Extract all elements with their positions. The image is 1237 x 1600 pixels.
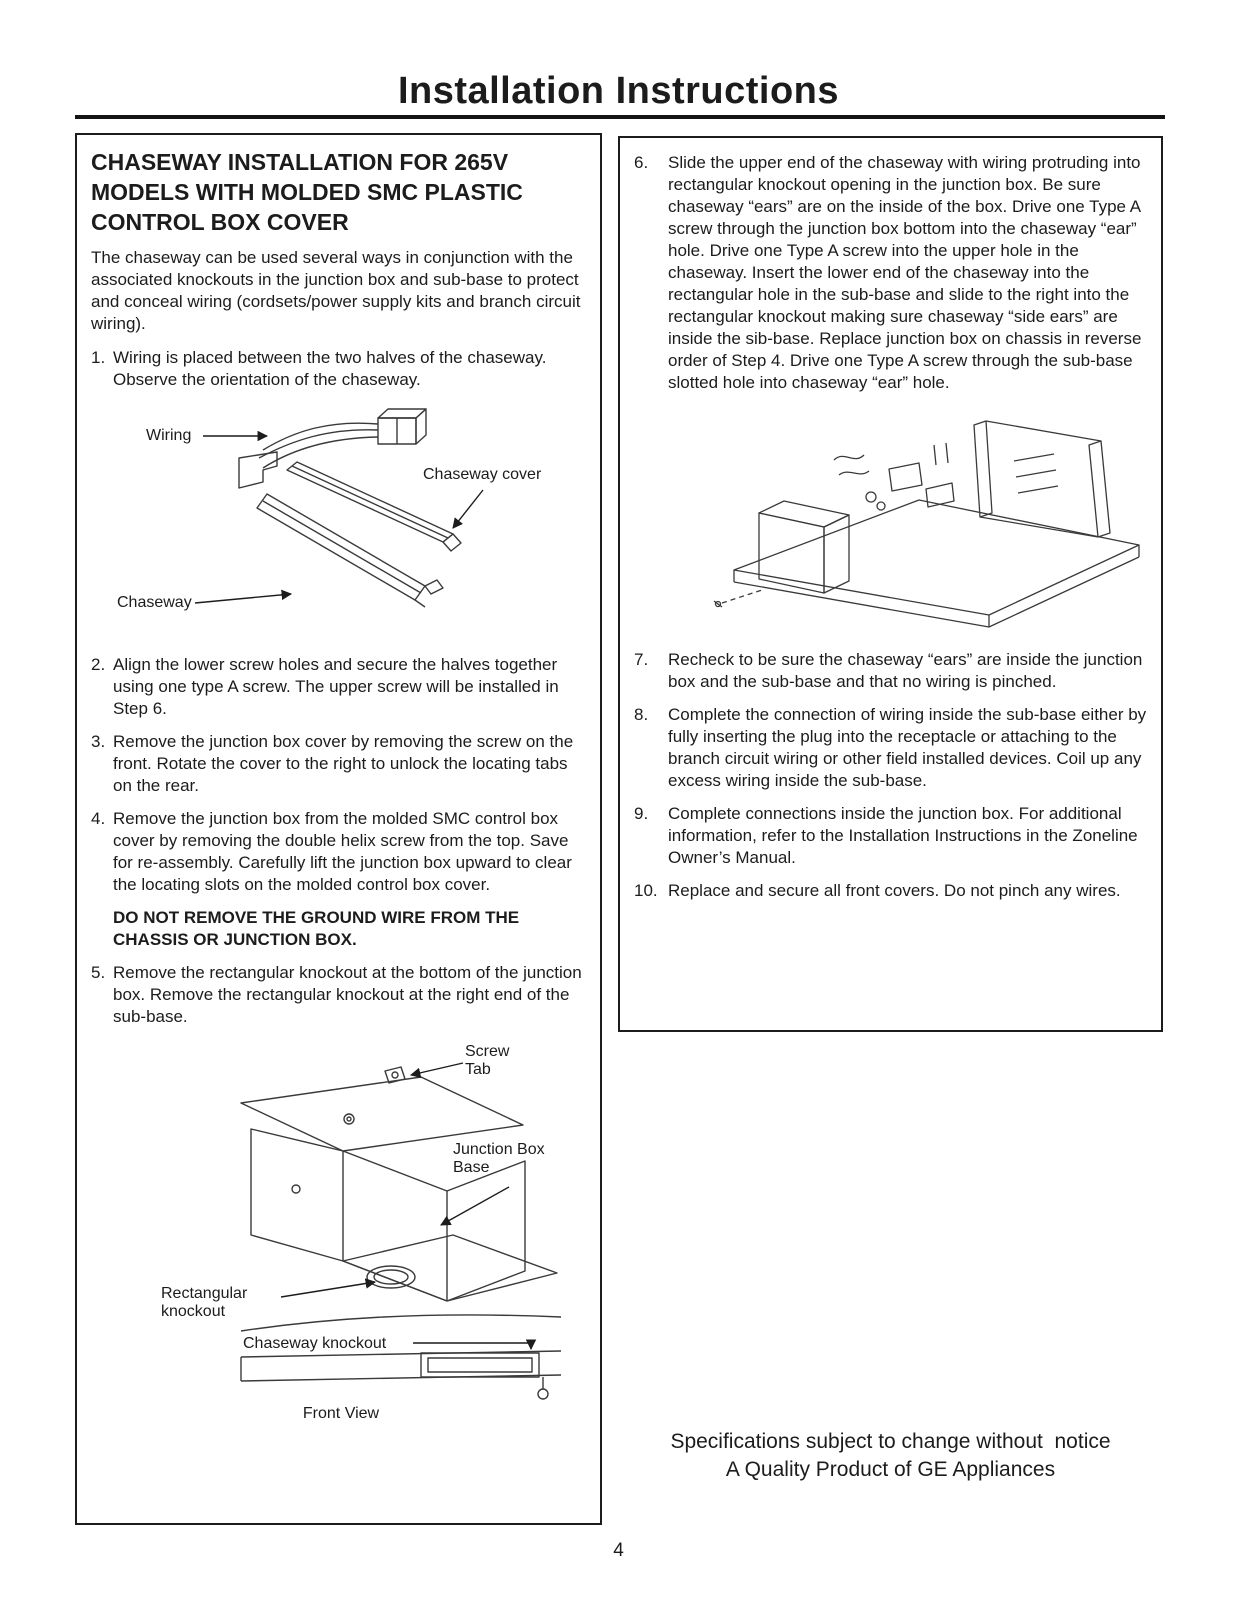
step-number: 9. xyxy=(634,804,649,823)
step-number: 10. xyxy=(634,881,658,900)
figure-chassis xyxy=(634,405,1147,637)
footer-ge-quality: A Quality Product of GE Appliances xyxy=(725,1458,1056,1481)
step-item-3 xyxy=(91,731,586,797)
ground-wire-warning: DO NOT REMOVE THE GROUND WIRE FROM THE CHASSIS OR JUNCTION BOX. xyxy=(113,908,520,949)
label-rectangular-knockout: Rectangular knockout xyxy=(161,1285,248,1320)
step-number: 8. xyxy=(634,705,649,724)
step-text: Complete the connection of wiring inside the sub-base either by fully inserting the plug into the receptacle or attaching to the branch circuit wiring or other field installed devices. Coil up any excess wiring inside the sub-base. xyxy=(668,705,1147,790)
title-rule xyxy=(75,115,1165,119)
figure-junction-box xyxy=(91,1039,586,1437)
step-item-4 xyxy=(91,808,586,896)
step-text: Remove the junction box cover by removing the screw on the front. Rotate the cover to the right to unlock the locating tabs on the rear. xyxy=(113,732,574,795)
label-front-view: Front View xyxy=(302,1405,380,1422)
figure-chaseway xyxy=(91,402,586,640)
step-text: Slide the upper end of the chaseway with wiring protruding into rectangular knockout opening in the junction box. Be sure chaseway “ears” are on the inside of the box. Drive one Type A screw through the junction box bottom into the chaseway “ear” hole. Drive one Type A screw into the upper hole in the chaseway. Insert the lower end of the chaseway into the rectangular hole in the sub-base and slide to the right into the rectangular knockout making sure chaseway “side ears” are inside the sib-base. Replace junction box on chassis in reverse order of Step 4. Drive one Type A screw through the sub-base slotted hole into chaseway “ear” hole. xyxy=(668,153,1142,392)
right-column-box xyxy=(618,136,1163,1032)
section-heading: CHASEWAY INSTALLATION FOR 265V MODELS WITH MOLDED SMC PLASTIC CONTROL BOX COVER xyxy=(91,149,523,235)
step-text: Replace and secure all front covers. Do not pinch any wires. xyxy=(668,881,1121,900)
step-number: 2. xyxy=(91,655,106,674)
step-text: Remove the rectangular knockout at the bottom of the junction box. Remove the rectangular knockout at the right end of the sub-base. xyxy=(113,963,582,1026)
step-number: 7. xyxy=(634,650,649,669)
step-item-6 xyxy=(634,152,1147,394)
step-number: 5. xyxy=(91,963,106,982)
step-text: Complete connections inside the junction box. For additional information, refer to the Installation Instructions in the Zoneline Owner’s Manual. xyxy=(668,804,1138,867)
step-text: Wiring is placed between the two halves of the chaseway. Observe the orientation of the chaseway. xyxy=(113,348,547,389)
label-chaseway-knockout: Chaseway knockout xyxy=(243,1335,387,1352)
label-chaseway: Chaseway xyxy=(117,594,192,611)
step-text: Align the lower screw holes and secure the halves together using one type A screw. The upper screw will be installed in Step 6. xyxy=(113,655,559,718)
page-number: 4 xyxy=(613,1540,624,1561)
step-item-8 xyxy=(634,704,1147,792)
step-number: 3. xyxy=(91,732,106,751)
label-wiring: Wiring xyxy=(146,427,192,444)
step-number: 4. xyxy=(91,809,106,828)
intro-paragraph: The chaseway can be used several ways in conjunction with the associated knockouts in the junction box and sub-base to protect and conceal wiring (cordsets/power supply kits and branch circuit wiring). xyxy=(91,248,581,333)
step-item-9 xyxy=(634,803,1147,869)
step-item-1 xyxy=(91,347,586,391)
label-junction-box-base: Junction Box Base xyxy=(453,1141,545,1176)
step-text: Recheck to be sure the chaseway “ears” are inside the junction box and the sub-base and that no wiring is pinched. xyxy=(668,650,1143,691)
page-title: Installation Instructions xyxy=(397,70,840,112)
step-item-5 xyxy=(91,962,586,1028)
step-number: 1. xyxy=(91,348,106,367)
step-item-2 xyxy=(91,654,586,720)
label-chaseway-cover: Chaseway cover xyxy=(423,466,542,483)
step-number: 6. xyxy=(634,153,649,172)
step-item-7 xyxy=(634,649,1147,693)
footer-spec-notice: Specifications subject to change without notice xyxy=(670,1430,1111,1453)
step-text: Remove the junction box from the molded SMC control box cover by removing the double helix screw from the top. Save for re-assembly. Carefully lift the junction box upward to clear the locating slots on the molded control box cover. xyxy=(113,809,572,894)
left-column-box xyxy=(75,133,602,1525)
step-item-10 xyxy=(634,880,1147,902)
label-screw-tab: Screw Tab xyxy=(465,1043,510,1078)
footer xyxy=(618,1428,1163,1484)
figure-chassis-drawing xyxy=(634,405,1147,637)
figure-junction-box-drawing xyxy=(91,1039,586,1437)
